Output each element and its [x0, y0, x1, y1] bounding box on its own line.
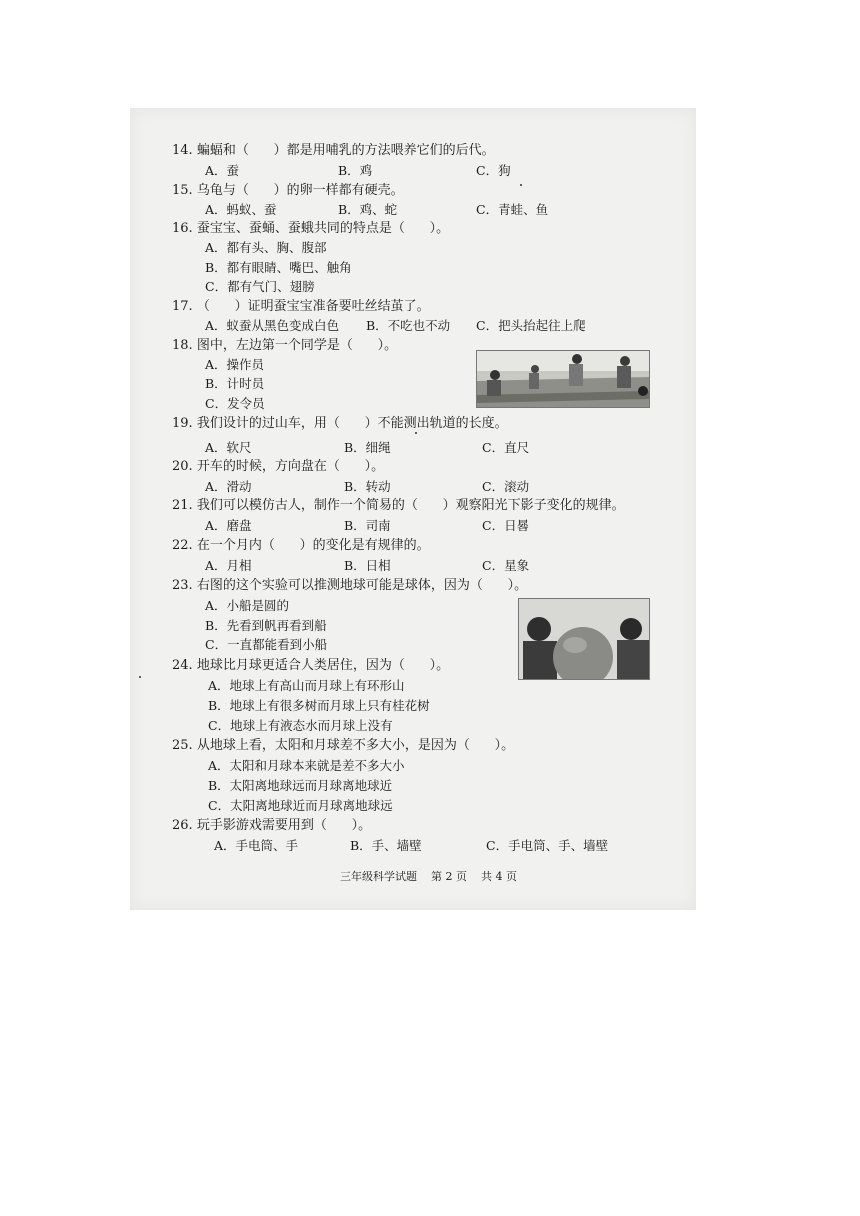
- q17-option-a: A．蚁蚕从黑色变成白色: [205, 318, 340, 333]
- q25-option-b: B．太阳离地球远而月球离地球近: [208, 778, 393, 793]
- question-23: 23. 右图的这个实验可以推测地球可能是球体，因为（ ）。: [172, 578, 528, 593]
- q15-option-a: A．蚂蚁、蚕: [205, 202, 277, 217]
- question-25: 25. 从地球上看，太阳和月球差不多大小，是因为（ ）。: [172, 738, 515, 753]
- q16-option-c: C．都有气门、翅膀: [205, 279, 315, 294]
- q25-option-c: C．太阳离地球近而月球离地球远: [208, 798, 393, 813]
- q17-option-b: B．不吃也不动: [366, 318, 451, 333]
- q18-option-c: C．发令员: [205, 396, 265, 411]
- scan-speck: [415, 432, 417, 434]
- question-24: 24. 地球比月球更适合人类居住，因为（ ）。: [172, 658, 450, 673]
- question-26: 26. 玩手影游戏需要用到（ ）。: [172, 818, 372, 833]
- q23-option-c: C．一直都能看到小船: [205, 637, 328, 652]
- q17-option-c: C．把头抬起往上爬: [476, 318, 586, 333]
- q16-option-a: A．都有头、胸、腹部: [205, 240, 327, 255]
- q21-option-b: B．司南: [344, 518, 391, 533]
- ball-experiment-photo: [518, 598, 650, 680]
- students-track-photo: [476, 350, 650, 408]
- q18-option-a: A．操作员: [205, 357, 265, 372]
- question-14: 14. 蝙蝠和（ ）都是用哺乳的方法喂养它们的后代。: [172, 143, 495, 158]
- question-16: 16. 蚕宝宝、蚕蛹、蚕蛾共同的特点是（ ）。: [172, 221, 450, 236]
- scan-speck: [520, 184, 522, 186]
- q19-option-c: C．直尺: [482, 440, 530, 455]
- q18-option-b: B．计时员: [205, 376, 265, 391]
- question-22: 22. 在一个月内（ ）的变化是有规律的。: [172, 538, 430, 553]
- question-17: 17. （ ）证明蚕宝宝准备要吐丝结茧了。: [172, 299, 430, 314]
- q15-option-c: C．青蛙、鱼: [476, 202, 549, 217]
- q26-option-a: A．手电筒、手: [214, 838, 299, 853]
- q24-option-b: B．地球上有很多树而月球上只有桂花树: [208, 698, 430, 713]
- q21-option-a: A．磨盘: [205, 518, 252, 533]
- q22-option-b: B．日相: [344, 558, 391, 573]
- q22-option-a: A．月相: [205, 558, 252, 573]
- q20-option-b: B．转动: [344, 479, 391, 494]
- q15-option-b: B．鸡、蛇: [338, 202, 398, 217]
- q23-option-a: A．小船是圆的: [205, 598, 290, 613]
- q21-option-c: C．日晷: [482, 518, 530, 533]
- q19-option-b: B．细绳: [344, 440, 391, 455]
- q19-option-a: A．软尺: [205, 440, 252, 455]
- page-footer: 三年级科学试题 第 2 页 共 4 页: [340, 870, 517, 883]
- q26-option-b: B．手、墙壁: [350, 838, 422, 853]
- q14-option-a: A．蚕: [205, 163, 240, 178]
- q14-option-c: C．狗: [476, 163, 511, 178]
- q22-option-c: C．星象: [482, 558, 530, 573]
- q25-option-a: A．太阳和月球本来就是差不多大小: [208, 758, 405, 773]
- question-20: 20. 开车的时候，方向盘在（ ）。: [172, 459, 385, 474]
- q26-option-c: C．手电筒、手、墙壁: [486, 838, 609, 853]
- question-15: 15. 乌龟与（ ）的卵一样都有硬壳。: [172, 183, 404, 198]
- q24-option-c: C．地球上有液态水而月球上没有: [208, 718, 393, 733]
- q20-option-a: A．滑动: [205, 479, 252, 494]
- question-21: 21. 我们可以模仿古人，制作一个简易的（ ）观察阳光下影子变化的规律。: [172, 498, 625, 513]
- question-19: 19. 我们设计的过山车，用（ ）不能测出轨道的长度。: [172, 416, 508, 431]
- q20-option-c: C．滚动: [482, 479, 530, 494]
- q16-option-b: B．都有眼睛、嘴巴、触角: [205, 260, 352, 275]
- scan-speck: [139, 676, 141, 678]
- question-18: 18. 图中，左边第一个同学是（ ）。: [172, 338, 398, 353]
- q14-option-b: B．鸡: [338, 163, 373, 178]
- q24-option-a: A．地球上有高山而月球上有环形山: [208, 678, 405, 693]
- q23-option-b: B．先看到帆再看到船: [205, 618, 327, 633]
